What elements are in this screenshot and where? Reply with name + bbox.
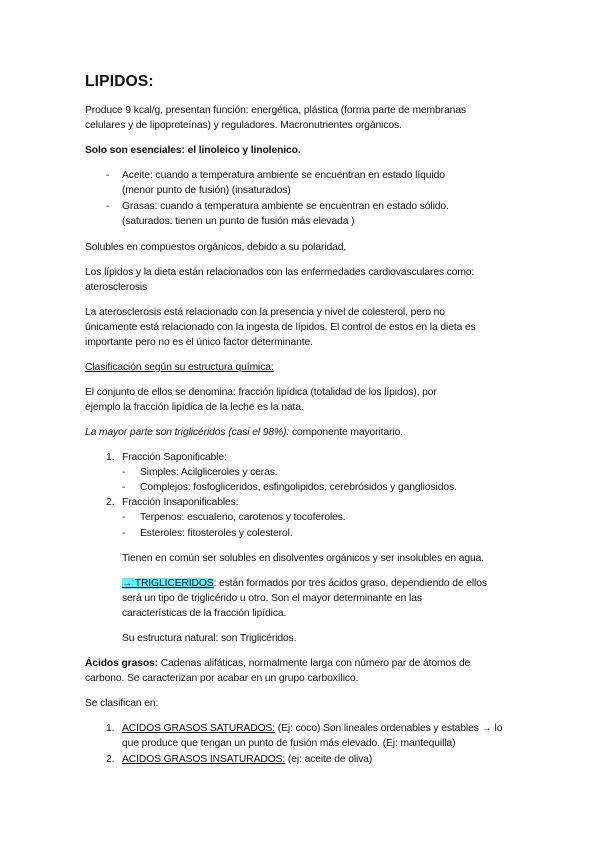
mayor-parte-italic: La mayor parte son triglicéridos (casi el 98%): bbox=[85, 427, 290, 438]
insaturados-label: ACIDOS GRASOS INSATURADOS: bbox=[122, 754, 286, 765]
conjunto-line-1: El conjunto de ellos se denomina: fracción lipídica (totalidad de los lípidos), por bbox=[85, 387, 437, 398]
bullet-dash: - bbox=[122, 528, 126, 539]
dieta-line-2: aterosclerosis bbox=[85, 282, 148, 293]
trigliceridos-line-2: será un tipo de triglicérido u otro. Son el mayor determinante en las bbox=[122, 593, 422, 604]
saturados-line-2: que produce que tengan un punto de fusión más elevado. (Ej: mantequilla) bbox=[122, 738, 456, 749]
bullet-dash: - bbox=[106, 170, 110, 181]
dieta-line-1: Los lípidos y la dieta están relacionados con las enfermedades cardiovasculares como: bbox=[85, 267, 475, 278]
clasificacion-heading: Clasificación según su estructura química: bbox=[85, 362, 274, 373]
grasas-line-2: (saturados: tienen un punto de fusión más elevada ) bbox=[122, 216, 355, 227]
insaturados-rest: (ej: aceite de oliva) bbox=[285, 754, 373, 765]
bullet-dash: - bbox=[122, 512, 126, 523]
insaturados-line bbox=[122, 752, 562, 767]
acidos-line-2: carbono. Se caracterizan por acabar en un grupo carboxílico. bbox=[85, 673, 359, 684]
insaponificable-heading: Fracción Insaponificables: bbox=[122, 497, 239, 508]
acidos-line-1 bbox=[85, 656, 525, 671]
list-number-2: 2. bbox=[106, 497, 115, 508]
list-number-1: 1. bbox=[106, 723, 115, 734]
page-title: LIPIDOS: bbox=[85, 73, 154, 90]
aceite-line-2: (menor punto de fusión) (insaturados) bbox=[122, 185, 291, 196]
terpenos-text: Terpenos: escualeno, carotenos y tocoferoles. bbox=[140, 512, 346, 523]
list-number-2: 2. bbox=[106, 754, 115, 765]
saturados-rest: (Ej: coco) Son lineales ordenables y estables → lo bbox=[275, 723, 503, 734]
comun-text: Tienen en común ser solubles en disolventes orgánicos y ser insolubles en agua. bbox=[122, 553, 485, 564]
complejos-text: Complejos: fosfogliceridos, esfingolipidos, cerebrósidos y gangliosidos. bbox=[140, 482, 457, 493]
essentials-text: Solo son esenciales: el linoleico y linolenico. bbox=[85, 145, 301, 156]
atero-line-1: La aterosclerosis está relacionado con la presencia y nivel de colesterol, pero no bbox=[85, 307, 445, 318]
trigliceridos-line-3: características de la fracción lipídica. bbox=[122, 608, 287, 619]
solubles-text: Solubles en compuestos orgánicos, debido a su polaridad, bbox=[85, 242, 347, 253]
mayor-parte-line bbox=[85, 425, 525, 440]
estructura-text: Su estructura natural: son Triglicéridos. bbox=[122, 633, 297, 644]
grasas-line-1: Grasas: cuando a temperatura ambiente se encuentran en estado sólido. bbox=[122, 201, 449, 212]
saturados-line-1 bbox=[122, 721, 562, 736]
aceite-line-1: Aceite: cuando a temperatura ambiente se encuentran en estado líquido bbox=[122, 170, 445, 181]
list-number-1: 1. bbox=[106, 452, 115, 463]
esteroles-text: Esteroles: fitosteroles y colesterol. bbox=[140, 528, 293, 539]
bullet-dash: - bbox=[122, 482, 126, 493]
conjunto-line-2: ejemplo la fracción lipídica de la leche es la nata. bbox=[85, 402, 304, 413]
bullet-dash: - bbox=[122, 467, 126, 478]
trigliceridos-highlight: → TRIGLICERIDOS bbox=[122, 578, 214, 589]
intro-line-2: celulares y de lipoproteínas) y reguladores. Macronutrientes orgánicos. bbox=[85, 120, 402, 131]
simples-text: Simples: Acilgliceroles y ceras. bbox=[140, 467, 278, 478]
atero-line-2: únicamente está relacionado con la ingesta de lípidos. El control de estos en la dieta es bbox=[85, 322, 476, 333]
atero-line-3: importante pero no es el único factor determinante. bbox=[85, 337, 313, 348]
saturados-label: ACIDOS GRASOS SATURADOS: bbox=[122, 723, 276, 734]
acidos-rest: Cadenas alifáticas, normalmente larga con número par de átomos de bbox=[158, 658, 471, 669]
trigliceridos-line-1 bbox=[122, 576, 562, 591]
trigliceridos-line-1-rest: : están formados por tres ácidos graso, dependiendo de ellos bbox=[213, 578, 487, 589]
acidos-bold: Ácidos grasos: bbox=[85, 658, 158, 669]
mayor-parte-rest: componente mayoritario. bbox=[289, 427, 403, 438]
saponificable-heading: Fracción Saponificable: bbox=[122, 452, 227, 463]
bullet-dash: - bbox=[106, 201, 110, 212]
intro-line-1: Produce 9 kcal/g, presentan función: energética, plástica (forma parte de membranas bbox=[85, 105, 466, 116]
se-clasifican-text: Se clasifican en: bbox=[85, 698, 159, 709]
